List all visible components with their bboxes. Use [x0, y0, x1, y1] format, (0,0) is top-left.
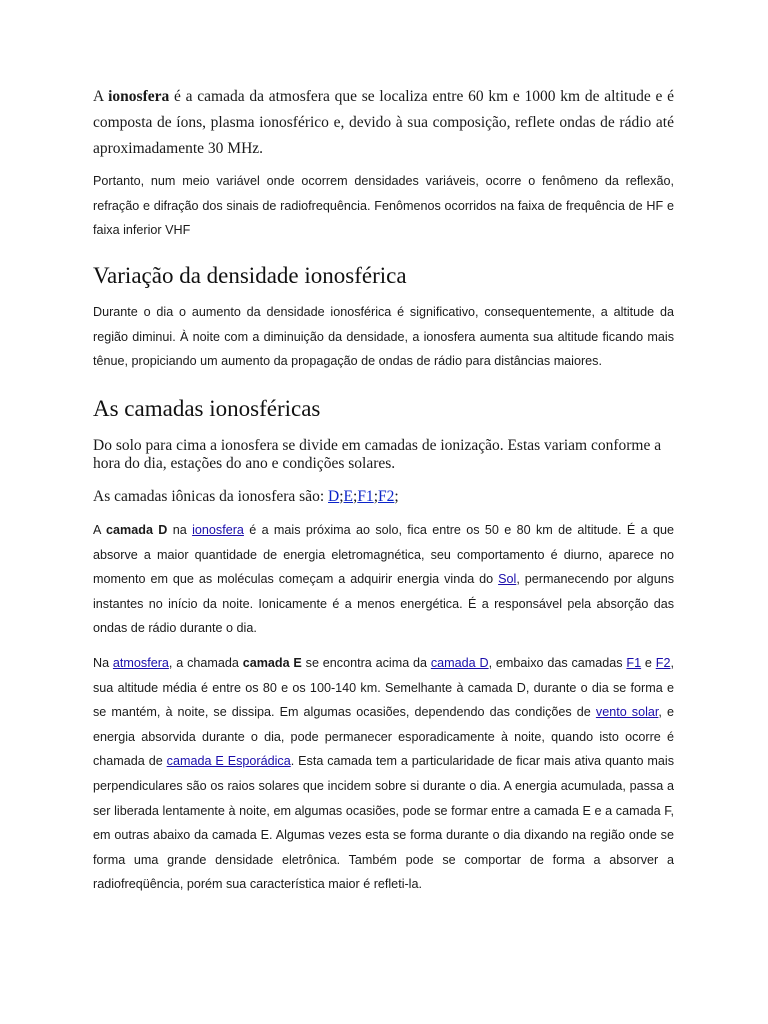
- intro-paragraph: [93, 84, 674, 162]
- text-run: , permanecendo por alguns instantes no início da noite. Ionicamente é a menos energética. É a responsável pela absorção das ondas de rádio durante o dia.: [93, 572, 674, 636]
- link-camada-d[interactable]: D: [328, 488, 340, 505]
- link-atmosfera[interactable]: atmosfera: [112, 656, 169, 670]
- text-run: As camadas iônicas da ionosfera são:: [93, 488, 329, 505]
- link-f2[interactable]: F2: [655, 656, 671, 670]
- text-run: é a camada da atmosfera que se localiza entre 60 km e 1000 km de altitude e é composta de íons, plasma ionosférico e, devido à sua composição, reflete ondas de rádio até aproximadamente 30 MHz.: [93, 88, 674, 157]
- link-camada-f2[interactable]: F2: [378, 488, 395, 505]
- text-run: , a chamada: [168, 656, 243, 670]
- text-run: , embaixo das camadas: [488, 656, 627, 670]
- link-vento-solar[interactable]: vento solar: [595, 705, 659, 720]
- link-ionosfera[interactable]: ionosfera: [192, 523, 244, 537]
- text-run: Na: [93, 656, 113, 670]
- text-run: na: [167, 523, 193, 537]
- link-camada-e-esporadica[interactable]: camada E Esporádica: [166, 754, 291, 769]
- text-run: A: [93, 523, 107, 537]
- link-camada-e[interactable]: E: [343, 488, 353, 505]
- text-run: A: [93, 88, 109, 105]
- paragraph-fenomeno: Portanto, num meio variável onde ocorrem densidades variáveis, ocorre o fenômeno da reflexão, refração e difração dos sinais de radiofrequência. Fenômenos ocorridos na faixa de frequência de HF e faixa inferior VHF: [93, 174, 674, 238]
- paragraph-densidade: Durante o dia o aumento da densidade ionosférica é significativo, consequentemente, a altitude da região diminui. À noite com a diminuição da densidade, a ionosfera aumenta sua altitude ficando mais tênue, propiciando um aumento da propagação de ondas de rádio para distâncias maiores.: [93, 305, 674, 369]
- separator: ;: [339, 488, 344, 505]
- bold-term-ionosfera: ionosfera: [108, 88, 170, 105]
- heading-variacao: Variação da densidade ionosférica: [93, 263, 407, 288]
- bold-term-camada-d: camada D: [106, 523, 168, 537]
- text-run: . Esta camada tem a particularidade de ficar mais ativa quanto mais perpendiculares são os raios solares que incidem sobre si durante o dia. A energia acumulada, passa a ser liberada lentamente à noite, em algumas ocasiões, pode se formar entre a camada E e a camada F, em outras abaixo da camada E. Algumas vezes esta se forma durante o dia dixando na região onde se forma uma grande densidade eletrônica. Também pode se comportar de forma a absorver a radiofreqüência, porém sua característica maior é refleti-la.: [93, 754, 674, 892]
- paragraph-camada-d: [93, 518, 674, 641]
- link-sol[interactable]: Sol: [498, 572, 517, 587]
- separator: ;: [373, 488, 378, 505]
- link-camada-d-text[interactable]: camada D: [430, 656, 489, 670]
- text-run: , e energia absorvida durante o dia, pode permanecer esporadicamente à noite, quando isto ocorre é chamada de: [93, 705, 674, 769]
- link-f1[interactable]: F1: [626, 656, 642, 670]
- text-run: é a mais próxima ao solo, fica entre os 50 e 80 km de altitude. É a que absorve a maior quantidade de energia eletromagnética, seu comportamento é diurno, aparece no momento em que as moléculas começam a adquirir energia vinda do: [93, 523, 674, 587]
- text-run: , sua altitude média é entre os 80 e os 100-140 km. Semelhante à camada D, durante o dia se forma e se mantém, à noite, se dissipa. Em algumas ocasiões, dependendo das condições de: [93, 656, 674, 720]
- text-run: e: [641, 656, 656, 670]
- paragraph-divisao: Do solo para cima a ionosfera se divide em camadas de ionização. Estas variam conforme a hora do dia, estações do ano e condições solares.: [93, 437, 662, 472]
- separator: ;: [394, 488, 399, 505]
- paragraph-camada-e: [93, 651, 674, 897]
- heading-camadas: As camadas ionosféricas: [93, 396, 321, 421]
- paragraph-lista-camadas: [93, 484, 674, 510]
- bold-term-camada-e: camada E: [242, 656, 302, 670]
- text-run: se encontra acima da: [301, 656, 431, 670]
- link-camada-f1[interactable]: F1: [357, 488, 374, 505]
- separator: ;: [353, 488, 358, 505]
